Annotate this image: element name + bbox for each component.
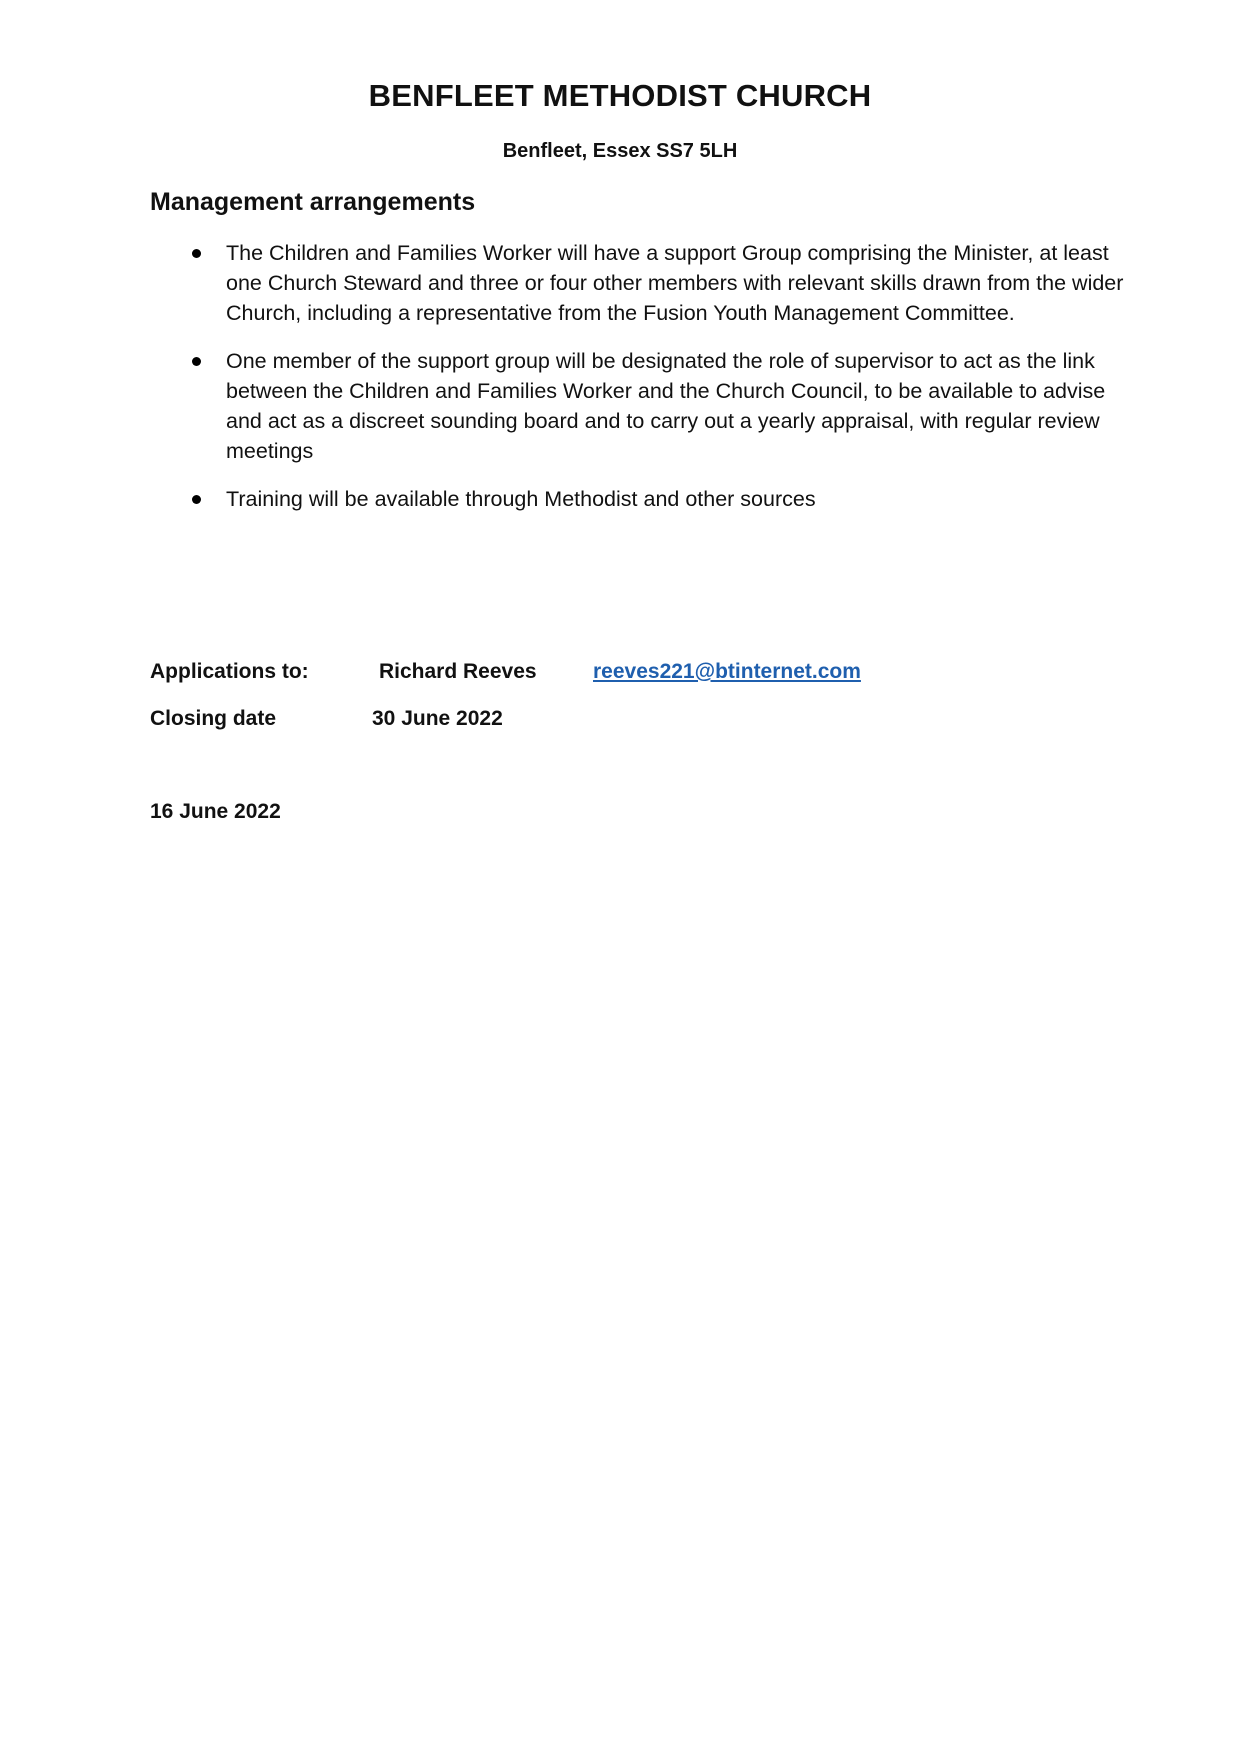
section-heading: Management arrangements bbox=[150, 188, 476, 216]
closing-date-label: Closing date bbox=[150, 707, 277, 730]
bullet-item-training bbox=[150, 484, 1140, 514]
management-bullet-list bbox=[150, 238, 1140, 532]
bullet-icon bbox=[192, 357, 201, 366]
church-title: BENFLEET METHODIST CHURCH bbox=[368, 78, 872, 113]
applications-label: Applications to: bbox=[150, 660, 309, 683]
bullet-icon bbox=[192, 495, 201, 504]
bullet-text: One member of the support group will be designated the role of supervisor to act as the link between the Children and Families Worker and the Church Council, to be available to advise and act as a discreet sounding board and to carry out a yearly appraisal, with regular review meetings bbox=[226, 349, 1106, 463]
bullet-icon bbox=[192, 249, 201, 258]
applications-contact-name: Richard Reeves bbox=[379, 660, 537, 683]
bullet-text: The Children and Families Worker will have a support Group comprising the Minister, at least one Church Steward and three or four other members with relevant skills drawn from the wider Church, including a representative from the Fusion Youth Management Committee. bbox=[226, 241, 1124, 325]
bullet-text: Training will be available through Methodist and other sources bbox=[226, 487, 816, 511]
bullet-item-supervisor bbox=[150, 346, 1140, 466]
closing-date-value: 30 June 2022 bbox=[372, 707, 503, 730]
applications-email-link[interactable]: reeves221@btinternet.com bbox=[593, 660, 861, 683]
church-address: Benfleet, Essex SS7 5LH bbox=[502, 140, 738, 162]
bullet-item-support-group bbox=[150, 238, 1140, 328]
document-date: 16 June 2022 bbox=[150, 800, 281, 823]
